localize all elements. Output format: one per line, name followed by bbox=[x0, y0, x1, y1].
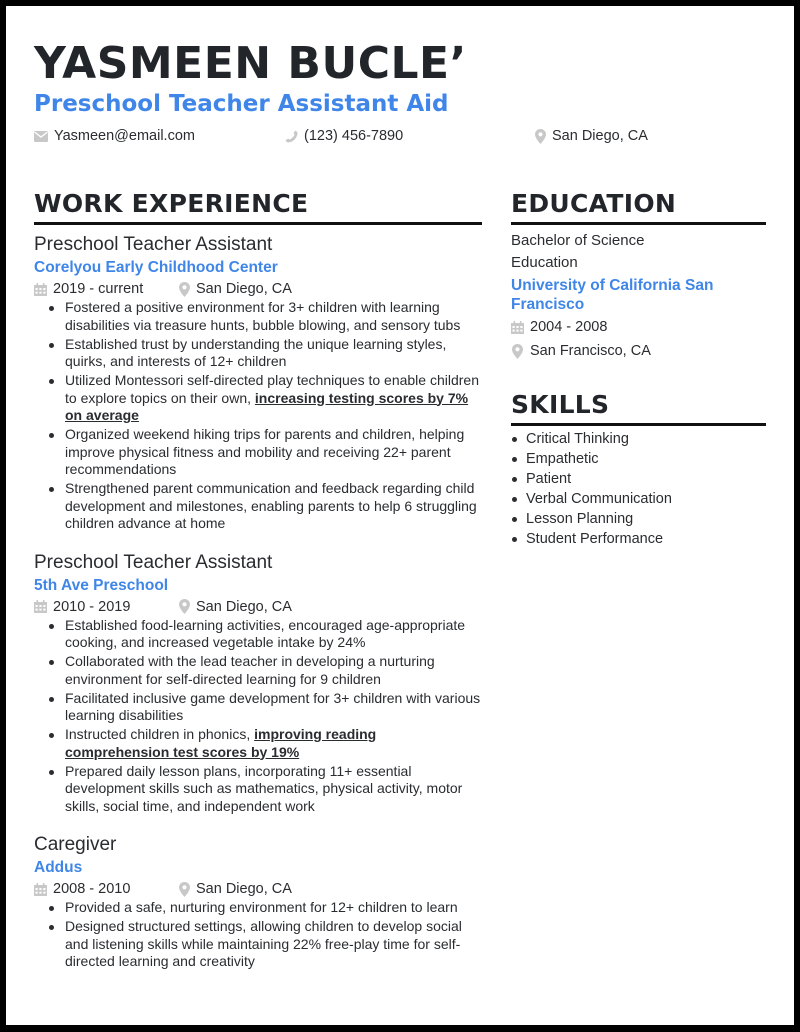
job-meta bbox=[34, 597, 482, 617]
job-title: Preschool Teacher Assistant bbox=[34, 234, 273, 255]
skill-item: Student Performance bbox=[511, 529, 766, 549]
job-entry bbox=[34, 551, 482, 816]
job-location-text: San Diego, CA bbox=[196, 281, 292, 297]
bullet-text: Collaborated with the lead teacher in developing a nurturing environment for self-directed learning for 9 children bbox=[65, 653, 435, 687]
job-title: Preschool Teacher Assistant bbox=[34, 551, 273, 573]
bullet-text: Utilized Montessori self-directed play techniques to enable children to explore topics on their own, bbox=[65, 372, 479, 406]
company-name: Addus bbox=[34, 859, 83, 876]
bullet-text: Provided a safe, nurturing environment for 12+ children to learn bbox=[65, 899, 458, 915]
resume-page bbox=[6, 6, 794, 1025]
job-bullets bbox=[44, 299, 482, 533]
bullet-text: Instructed children in phonics, bbox=[65, 726, 255, 742]
skill-item: Lesson Planning bbox=[511, 509, 766, 529]
skill-item: Critical Thinking bbox=[511, 429, 766, 449]
job-entry bbox=[34, 233, 482, 533]
phone-icon bbox=[285, 130, 298, 143]
job-title: Caregiver bbox=[34, 834, 117, 855]
education-degree: Bachelor of Science bbox=[511, 232, 645, 249]
email-text: Yasmeen@email.com bbox=[54, 128, 195, 144]
job-bullet bbox=[44, 372, 482, 425]
job-dates-text: 2008 - 2010 bbox=[53, 881, 131, 897]
job-location bbox=[179, 597, 292, 617]
envelope-icon bbox=[34, 131, 48, 142]
company-name: 5th Ave Preschool bbox=[34, 576, 169, 594]
job-bullet bbox=[44, 617, 482, 652]
job-dates-text: 2019 - current bbox=[53, 281, 144, 297]
job-bullet bbox=[44, 899, 482, 917]
education-field: Education bbox=[511, 254, 578, 271]
phone-text: (123) 456-7890 bbox=[304, 128, 404, 144]
education-heading: EDUCATION bbox=[511, 189, 766, 225]
job-bullet bbox=[44, 426, 482, 479]
job-dates bbox=[34, 597, 179, 617]
bullet-highlight: improving reading comprehension test scores by 19% bbox=[65, 726, 377, 760]
education-section bbox=[511, 189, 766, 362]
bullet-text: Established trust by understanding the unique learning styles, quirks, and interests of 12+ children bbox=[65, 335, 447, 369]
skill-item: Empathetic bbox=[511, 449, 766, 469]
education-dates bbox=[511, 316, 766, 338]
job-meta bbox=[34, 879, 482, 899]
job-bullet bbox=[44, 918, 482, 971]
bullet-text: Established food-learning activities, encouraged age-appropriate cooking, and increased vegetable intake by 24% bbox=[65, 616, 466, 650]
education-dates-text: 2004 - 2008 bbox=[530, 319, 608, 335]
map-pin-icon bbox=[512, 344, 523, 359]
job-bullets bbox=[44, 899, 482, 971]
job-bullet bbox=[44, 690, 482, 725]
contact-email bbox=[34, 126, 195, 146]
job-location-text: San Diego, CA bbox=[196, 881, 292, 897]
job-bullet bbox=[44, 653, 482, 688]
calendar-icon bbox=[34, 883, 47, 896]
job-location bbox=[179, 279, 292, 299]
job-bullet bbox=[44, 336, 482, 371]
job-list bbox=[34, 233, 482, 971]
sidebar-column bbox=[511, 189, 766, 549]
job-dates bbox=[34, 279, 179, 299]
education-location-text: San Francisco, CA bbox=[530, 343, 651, 359]
map-pin-icon bbox=[179, 599, 190, 614]
bullet-text: Organized weekend hiking trips for parents and children, helping improve physical fitness and mobility and receiving 22+ parent recommendations bbox=[65, 426, 465, 477]
job-entry bbox=[34, 833, 482, 971]
job-bullet bbox=[44, 763, 482, 816]
bullet-text: Strengthened parent communication and feedback regarding child development and milestones, enabling parents to help 6 struggling children advance at home bbox=[65, 480, 477, 531]
education-location bbox=[511, 340, 766, 362]
bullet-text: Designed structured settings, allowing children to develop social and listening skills while maintaining 22% free-play time for self-directed learning and creativity bbox=[65, 918, 462, 969]
contact-phone bbox=[285, 126, 403, 146]
map-pin-icon bbox=[535, 129, 546, 144]
candidate-title: Preschool Teacher Assistant Aid bbox=[34, 91, 449, 117]
location-text: San Diego, CA bbox=[552, 128, 648, 144]
calendar-icon bbox=[34, 600, 47, 613]
bullet-text: Facilitated inclusive game development for 3+ children with various learning disabilities bbox=[65, 689, 481, 723]
skills-section bbox=[511, 390, 766, 549]
skills-list bbox=[511, 429, 766, 549]
job-bullets bbox=[44, 617, 482, 816]
bullet-highlight: increasing testing scores by 7% on average bbox=[65, 389, 469, 423]
job-location bbox=[179, 879, 292, 899]
bullet-text: Fostered a positive environment for 3+ children with learning disabilities via treasure hunts, bubble blowing, and sensory tubs bbox=[65, 299, 461, 333]
education-school: University of California San Francisco bbox=[511, 277, 714, 313]
skill-item: Patient bbox=[511, 469, 766, 489]
job-location-text: San Diego, CA bbox=[196, 598, 292, 615]
bullet-text: Prepared daily lesson plans, incorporating 11+ essential development skills such as mathematics, physical activity, motor skills, social time, and independent work bbox=[65, 762, 463, 814]
work-experience-section bbox=[34, 189, 482, 972]
calendar-icon bbox=[511, 321, 524, 334]
job-dates bbox=[34, 879, 179, 899]
map-pin-icon bbox=[179, 282, 190, 297]
skills-heading: SKILLS bbox=[511, 390, 766, 426]
job-dates-text: 2010 - 2019 bbox=[53, 598, 131, 615]
job-meta bbox=[34, 279, 482, 299]
work-experience-heading: WORK EXPERIENCE bbox=[34, 189, 482, 225]
job-bullet bbox=[44, 726, 482, 761]
calendar-icon bbox=[34, 283, 47, 296]
job-bullet bbox=[44, 480, 482, 533]
company-name: Corelyou Early Childhood Center bbox=[34, 259, 278, 276]
candidate-name: YASMEEN BUCLE’ bbox=[34, 38, 467, 89]
skill-item: Verbal Communication bbox=[511, 489, 766, 509]
map-pin-icon bbox=[179, 882, 190, 897]
contact-location bbox=[535, 126, 648, 146]
job-bullet bbox=[44, 299, 482, 334]
